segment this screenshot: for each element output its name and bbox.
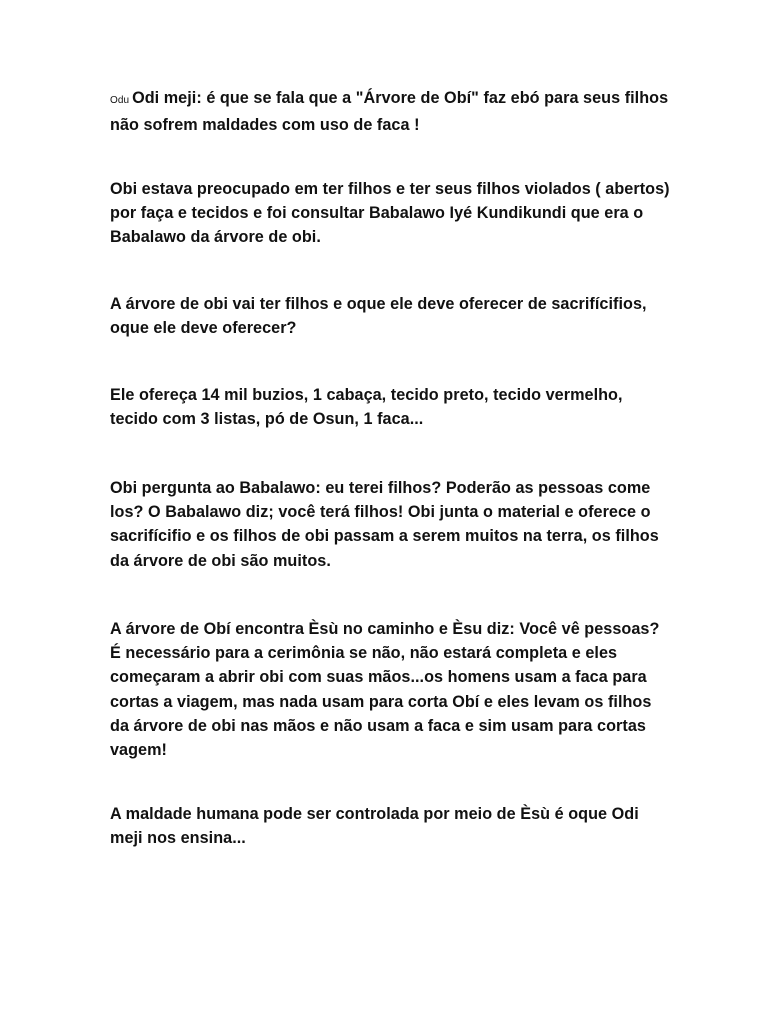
paragraph-esu-encounter: A árvore de Obí encontra Èsù no caminho e Èsu diz: Você vê pessoas? É necessário para a cerimônia se não, não estará completa e eles começaram a abrir obi com suas mãos...os homens usam a faca para cortas a viagem, mas nada usam para corta Obí e eles levam os filhos da árvore de obi nas mãos e não usam a faca e sim usam para cortas vagem!	[110, 620, 660, 760]
paragraph-intro	[110, 86, 670, 137]
paragraph-intro-text: Odi meji: é que se fala que a "Árvore de Obí" faz ebó para seus filhos não sofrem maldades com uso de faca !	[110, 89, 669, 135]
paragraph-offering-question: A árvore de obi vai ter filhos e oque ele deve oferecer de sacrifícifios, oque ele deve oferecer?	[110, 295, 647, 338]
paragraph-obi-asks: Obi pergunta ao Babalawo: eu terei filhos? Poderão as pessoas come los? O Babalawo diz; você terá filhos! Obi junta o material e oferece o sacrifícifio e os filhos de obi passam a serem muitos na terra, os filhos da árvore de obi são muitos.	[110, 479, 659, 570]
paragraph-obi-worried: Obi estava preocupado em ter filhos e ter seus filhos violados ( abertos) por faça e tecidos e foi consultar Babalawo Iyé Kundikundi que era o Babalawo da árvore de obi.	[110, 180, 670, 247]
odu-label: Odu	[110, 95, 130, 106]
paragraph-conclusion: A maldade humana pode ser controlada por meio de Èsù é oque Odi meji nos ensina...	[110, 805, 639, 848]
paragraph-offering-list: Ele ofereça 14 mil buzios, 1 cabaça, tecido preto, tecido vermelho, tecido com 3 listas, pó de Osun, 1 faca...	[110, 386, 623, 429]
